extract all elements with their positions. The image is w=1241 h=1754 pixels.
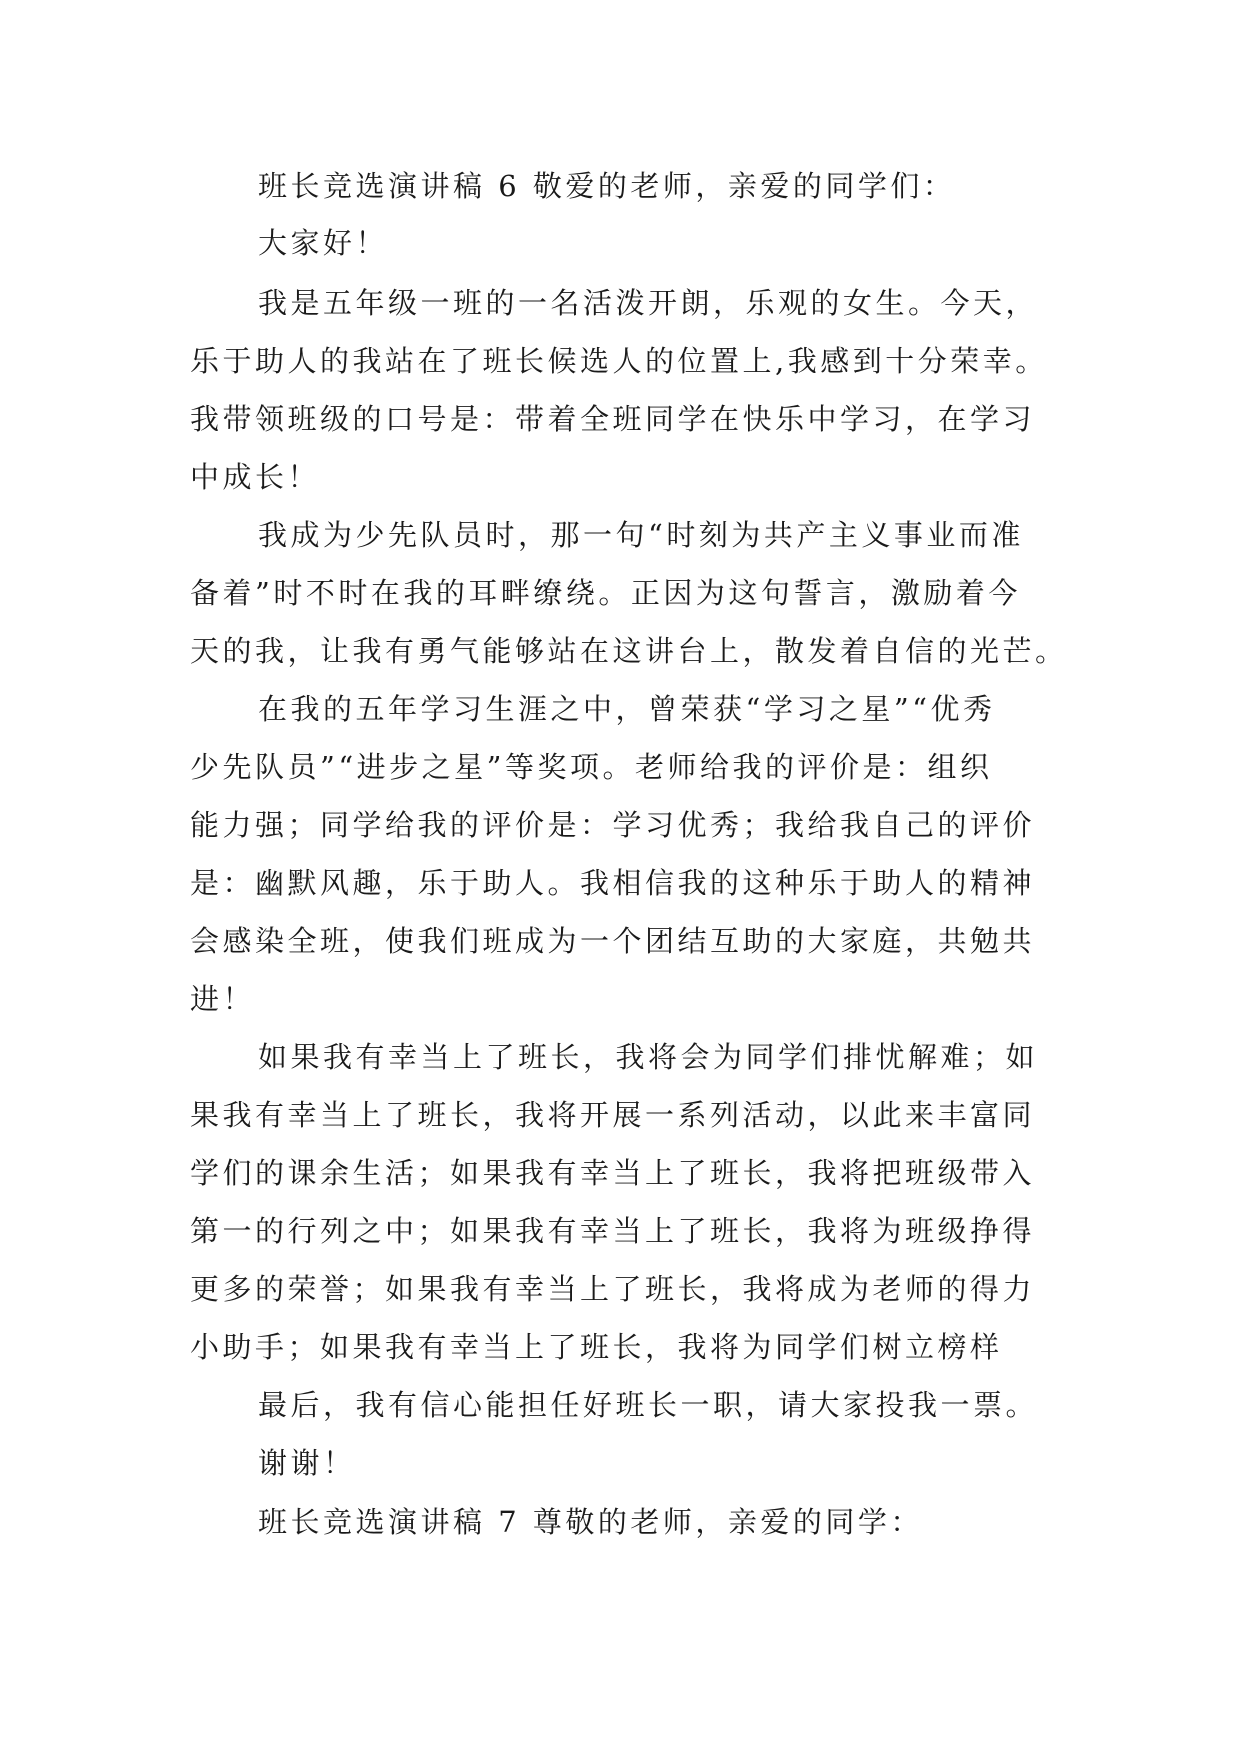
paragraph-3-line-3: 能力强；同学给我的评价是：学习优秀；我给我自己的评价 (190, 808, 1036, 842)
paragraph-3-line-6: 进！ (190, 982, 256, 1016)
paragraph-3-line-5: 会感染全班，使我们班成为一个团结互助的大家庭，共勉共 (190, 924, 1036, 958)
paragraph-4-line-4: 第一的行列之中；如果我有幸当上了班长，我将为班级挣得 (190, 1214, 1036, 1248)
paragraph-3-line-2: 少先队员”“进步之星”等奖项。老师给我的评价是：组织 (190, 750, 993, 784)
heading-speech-6: 班长竞选演讲稿 6 敬爱的老师，亲爱的同学们： (258, 169, 956, 203)
paragraph-1-line-2: 乐于助人的我站在了班长候选人的位置上,我感到十分荣幸。 (190, 344, 1048, 378)
paragraph-1-line-3: 我带领班级的口号是：带着全班同学在快乐中学习，在学习 (190, 402, 1036, 436)
paragraph-4-line-5: 更多的荣誉；如果我有幸当上了班长，我将成为老师的得力 (190, 1272, 1036, 1306)
greeting-line: 大家好！ (258, 226, 389, 260)
paragraph-4-line-1: 如果我有幸当上了班长，我将会为同学们排忧解难；如 (258, 1040, 1039, 1074)
closing-line: 最后，我有信心能担任好班长一职，请大家投我一票。 (258, 1388, 1039, 1422)
paragraph-1-line-4: 中成长！ (190, 460, 321, 494)
paragraph-3-line-1: 在我的五年学习生涯之中，曾荣获“学习之星”“优秀 (258, 692, 996, 726)
paragraph-2-line-3: 天的我，让我有勇气能够站在这讲台上，散发着自信的光芒。 (190, 634, 1068, 668)
paragraph-4-line-2: 果我有幸当上了班长，我将开展一系列活动，以此来丰富同 (190, 1098, 1036, 1132)
paragraph-3-line-4: 是：幽默风趣，乐于助人。我相信我的这种乐于助人的精神 (190, 866, 1036, 900)
paragraph-4-line-3: 学们的课余生活；如果我有幸当上了班长，我将把班级带入 (190, 1156, 1036, 1190)
thanks-line: 谢谢！ (258, 1446, 356, 1480)
paragraph-2-line-1: 我成为少先队员时，那一句“时刻为共产主义事业而准 (258, 518, 1024, 552)
paragraph-2-line-2: 备着”时不时在我的耳畔缭绕。正因为这句誓言，激励着今 (190, 576, 1021, 610)
paragraph-1-line-1: 我是五年级一班的一名活泼开朗，乐观的女生。今天， (258, 286, 1039, 320)
paragraph-4-line-6: 小助手；如果我有幸当上了班长，我将为同学们树立榜样 (190, 1330, 1003, 1364)
heading-speech-7: 班长竞选演讲稿 7 尊敬的老师，亲爱的同学： (258, 1505, 923, 1539)
